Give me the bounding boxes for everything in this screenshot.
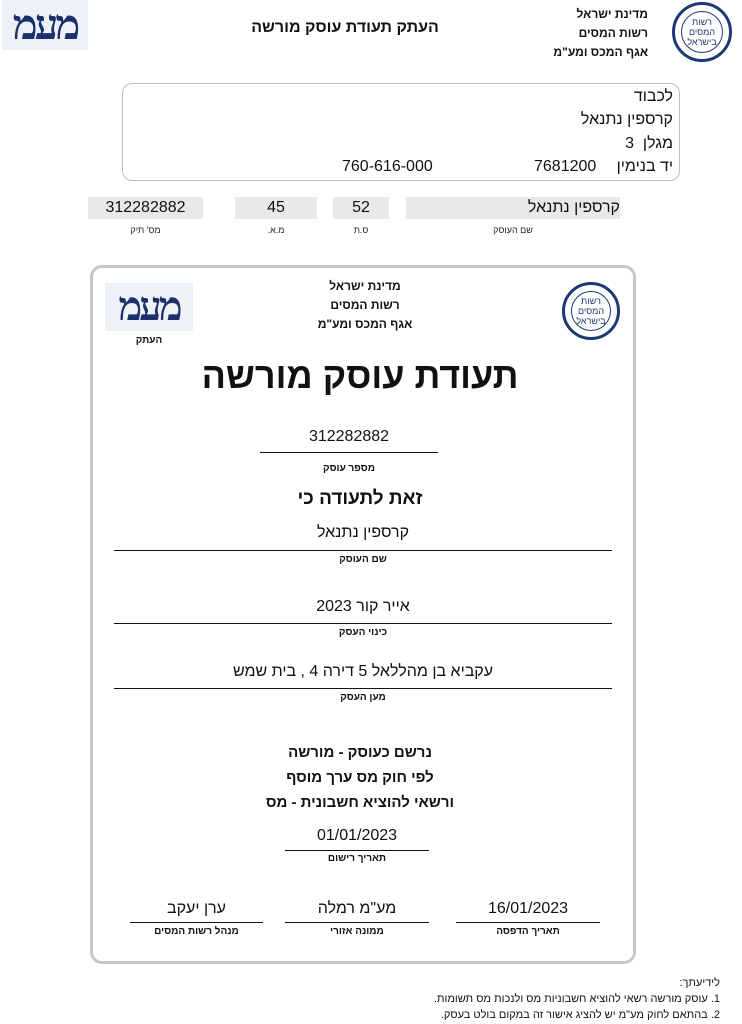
dealer-number-label: מספר עוסק [323,463,375,474]
summary-ma-label: מ.א. [267,225,285,235]
business-address-line [114,688,612,689]
print-date-line [456,922,600,923]
summary-name: קרספין נתנאל [406,197,620,219]
summary-file-label: מס' תיק [130,225,161,235]
regional-director-label: ממונה אזורי [330,926,384,937]
tax-authority-director-label: מנהל רשות המסים [154,926,239,937]
print-date: 16/01/2023 [487,900,569,917]
regional-director: מע"מ רמלה [317,900,397,917]
notes-block [280,975,720,1023]
certificate-copy-label: העתק [135,335,163,346]
business-name-label: כינוי העסק [338,627,388,638]
regional-director-line [285,922,429,923]
tax-authority-director: ערן יעקב [167,900,226,917]
authority-line-2: רשות המסים [578,26,648,40]
dealer-name-line [114,550,612,551]
dealer-number: 312282882 [308,428,390,445]
certificate-authority-line-1: מדינת ישראל [329,279,401,293]
address-street: מגלן 3 [625,135,673,152]
certify-text: זאת לתעודה כי [297,488,423,509]
registration-date-label: תאריך רישום [327,853,387,864]
authority-block [538,5,648,62]
statement-line-1: נרשם כעוסק - מורשה [288,744,432,761]
summary-file-no: 312282882 [88,197,203,219]
certificate-maam-logo: מעמ [105,283,193,331]
business-name: אייר קור 2023 [316,598,410,615]
summary-name-label: שם העוסק [493,225,533,235]
summary-st: 52 [333,197,389,219]
certificate-title: תעודת עוסק מורשה [201,355,519,396]
registration-date: 01/01/2023 [316,827,398,844]
tax-authority-director-line [130,922,263,923]
authority-line-1: מדינת ישראל [576,7,648,21]
certificate-authority-block [300,277,430,334]
dealer-name: קרספין נתנאל [316,524,410,541]
address-zip: 7681200 [534,158,597,175]
notes-heading: לידיעתך: [679,977,720,989]
statement-line-3: ורשאי להוציא חשבונית - מס [265,794,455,811]
dealer-name-label: שם העוסק [339,554,387,565]
certificate-authority-line-3: אגף המכס ומע"מ [317,317,413,331]
summary-ma: 45 [235,197,317,219]
business-name-line [114,623,612,624]
certificate-tax-authority-logo [562,282,620,340]
notes-item-2: 2. בהתאם לחוק מע"מ יש להציג אישור זה במקום בולט בעסק. [440,1009,720,1021]
print-date-label: תאריך הדפסה [496,926,560,937]
summary-st-label: ס.ת [353,225,369,235]
dealer-number-line [260,452,438,453]
notes-item-1: 1. עוסק מורשה רשאי להוציא חשבוניות מס ולנכות מס תשומות. [433,993,720,1005]
registration-statement [93,740,627,815]
maam-logo: מעמ [2,0,88,50]
address-to: לכבוד [633,88,673,105]
certificate-authority-line-2: רשות המסים [330,298,400,312]
tax-authority-logo [672,2,732,62]
address-city: יד בנימין [616,158,673,175]
statement-line-2: לפי חוק מס ערך מוסף [286,769,434,786]
address-name: קרספין נתנאל [580,111,673,128]
authority-line-3: אגף המכס ומע"מ [553,45,648,59]
business-address-label: מען העסק [340,692,386,703]
registration-date-line [285,850,429,851]
page-title: העתק תעודת עוסק מורשה [251,19,439,36]
address-code: 760-616-000 [342,158,433,175]
business-address: עקביא בן מהללאל 5 דירה 4 , בית שמש [232,663,494,680]
tax-authority-logo-text: רשות המסים בישראל [681,11,723,53]
certificate-tax-authority-logo-text: רשות המסים בישראל [571,291,611,331]
